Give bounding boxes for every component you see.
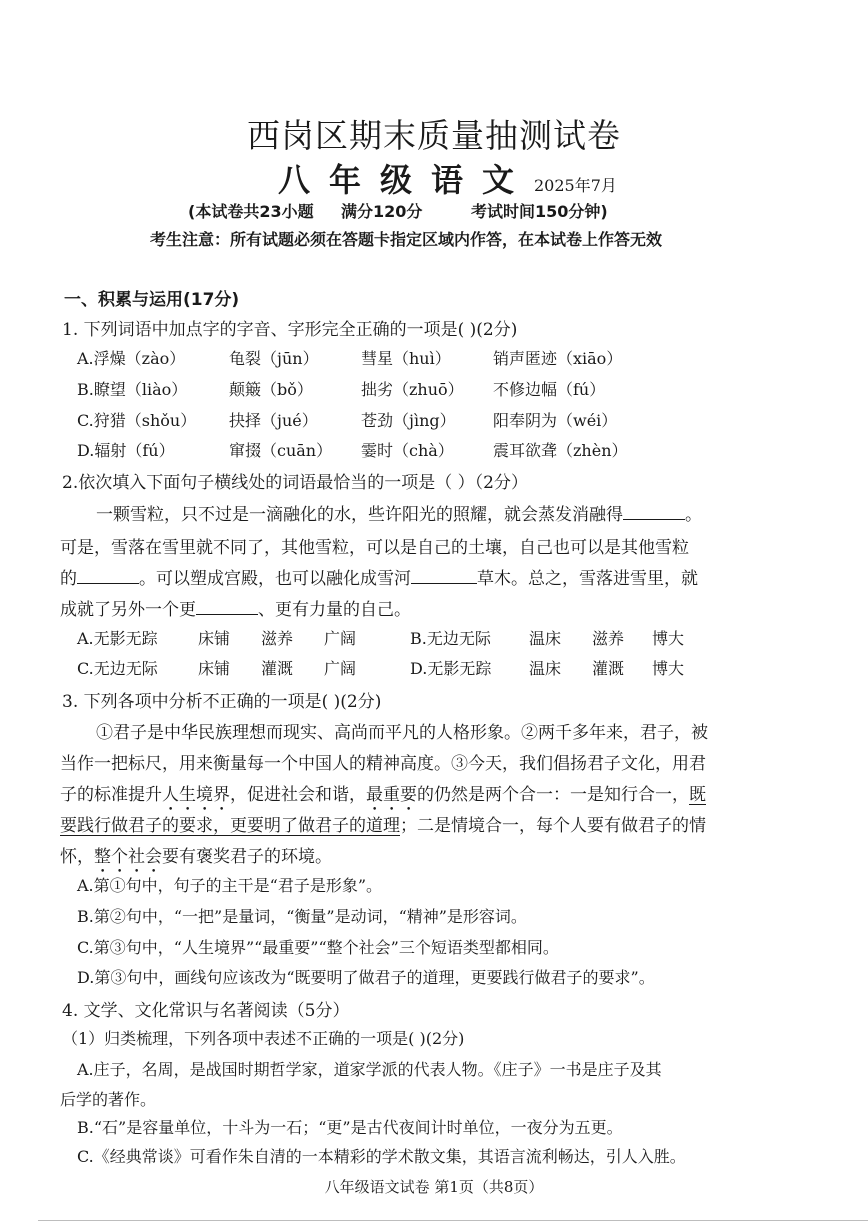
exam-subtitle: 八年级语文 bbox=[278, 161, 534, 199]
q2-blank-2 bbox=[77, 567, 139, 584]
q2-blank-4 bbox=[196, 598, 258, 615]
exam-title: 西岗区期末质量抽测试卷 bbox=[247, 116, 621, 155]
q3-option-b: B.第②句中，“一把”是量词，“衡量”是动词，“精神”是形容词。 bbox=[77, 907, 527, 926]
q2-option-d-word4: 博大 bbox=[652, 659, 685, 678]
exam-date: 2025年7月 bbox=[534, 176, 617, 195]
q4-option-a-line1: A.庄子，名周，是战国时期哲学家，道家学派的代表人物。《庄子》一书是庄子及其 bbox=[77, 1060, 662, 1079]
q1-option-a2: 龟裂（jūn） bbox=[229, 349, 319, 368]
q1-stem: 1. 下列词语中加点字的字音、字形完全正确的一项是( )(2分) bbox=[62, 320, 518, 340]
q2-text: 。可以塑成宫殿，也可以融化成雪河 bbox=[139, 569, 411, 589]
q2-option-d-word2: 温床 bbox=[529, 659, 562, 678]
q3-option-c: C.第③句中，“人生境界”“最重要”“整个社会”三个短语类型都相同。 bbox=[77, 938, 559, 957]
info-full-score: 满分120分 bbox=[341, 202, 423, 221]
q2-passage-line3 bbox=[60, 564, 698, 589]
q3-text: 要有褒奖君子的环境。 bbox=[162, 847, 332, 867]
q1-option-a4: 销声匿迹（xiāo） bbox=[493, 349, 623, 368]
q4-sub1-stem: （1）归类梳理，下列各项中表述不正确的一项是( )(2分) bbox=[62, 1029, 465, 1048]
q3-text: ，促进社会和谐， bbox=[230, 785, 366, 805]
q3-passage-line4 bbox=[60, 811, 706, 836]
q1-option-a3: 彗星（huì） bbox=[361, 349, 451, 368]
q1-option-b2: 颠簸（bǒ） bbox=[229, 380, 313, 399]
q1-option-d1: D.辐射（fú） bbox=[77, 441, 175, 460]
q1-option-b3: 拙劣（zhuō） bbox=[361, 380, 464, 399]
q3-passage-line2: 当作一把标尺，用来衡量每一个中国人的精神高度。③今天，我们倡扬君子文化，用君 bbox=[60, 754, 706, 774]
q1-option-b1: B.瞭望（liào） bbox=[77, 380, 188, 399]
q4-option-a-line2: 后学的著作。 bbox=[60, 1090, 157, 1109]
q1-option-a1: A.浮燥（zào） bbox=[77, 349, 186, 368]
info-question-count: (本试卷共23小题 bbox=[188, 202, 314, 221]
q2-option-c-word3: 灌溉 bbox=[261, 659, 294, 678]
section-title: 一、积累与运用(17分) bbox=[64, 290, 240, 310]
q2-passage-line2: 可是，雪落在雪里就不同了，其他雪粒，可以是自己的土壤，自己也可以是其他雪粒 bbox=[60, 538, 689, 558]
q4-option-b: B.“石”是容量单位，十斗为一石；“更”是古代夜间计时单位，一夜分为五更。 bbox=[77, 1118, 623, 1137]
info-time-limit: 考试时间150分钟) bbox=[471, 202, 608, 221]
q1-option-c1: C.狩猎（shǒu） bbox=[77, 411, 197, 430]
q3-option-d: D.第③句中，画线句应该改为“既要明了做君子的道理，更要践行做君子的要求”。 bbox=[77, 968, 655, 987]
q3-text: ；二是情境合一，每个人要有做君子的情 bbox=[400, 816, 706, 836]
q2-option-a-word2: 床铺 bbox=[198, 629, 231, 648]
q4-stem: 4. 文学、文化常识与名著阅读（5分） bbox=[62, 1001, 350, 1021]
q3-passage-line5 bbox=[60, 842, 332, 877]
q3-underlined-start: 既 bbox=[689, 785, 706, 805]
q2-option-b-word2: 温床 bbox=[529, 629, 562, 648]
q3-passage-line3 bbox=[60, 780, 706, 815]
q2-text: 一颗雪粒，只不过是一滴融化的水，些许阳光的照耀，就会蒸发消融得 bbox=[96, 505, 623, 525]
q2-option-a-word3: 滋养 bbox=[261, 629, 294, 648]
q3-underlined-sentence: 要践行做君子的要求，更要明了做君子的道理 bbox=[60, 816, 400, 836]
q2-option-b-word4: 博大 bbox=[652, 629, 685, 648]
q2-text: 草木。总之，雪落进雪里，就 bbox=[477, 569, 698, 589]
q2-option-d-word3: 灌溉 bbox=[592, 659, 625, 678]
q2-option-a-word4: 广阔 bbox=[324, 629, 357, 648]
q2-blank-3 bbox=[411, 567, 477, 584]
q1-option-c2: 抉择（jué） bbox=[229, 411, 318, 430]
q3-phrase-life-realm: 人生境界 bbox=[162, 785, 230, 805]
q2-text: 。 bbox=[685, 505, 702, 525]
q2-text: 成就了另外一个更 bbox=[60, 600, 196, 620]
q1-option-b4: 不修边幅（fú） bbox=[493, 380, 606, 399]
q2-passage-line1 bbox=[96, 500, 702, 525]
q3-phrase-whole-society: 整个社会 bbox=[94, 847, 162, 867]
candidate-notice: 考生注意：所有试题必须在答题卡指定区域内作答，在本试卷上作答无效 bbox=[150, 230, 663, 249]
q2-option-c-word4: 广阔 bbox=[324, 659, 357, 678]
q2-option-a-word1: A.无影无踪 bbox=[77, 629, 158, 648]
q2-option-c-word2: 床铺 bbox=[198, 659, 231, 678]
q1-option-c4: 阳奉阴为（wéi） bbox=[493, 411, 618, 430]
q1-option-c3: 苍劲（jìng） bbox=[361, 411, 456, 430]
q2-option-c-word1: C.无边无际 bbox=[77, 659, 158, 678]
q1-option-d3: 霎时（chà） bbox=[361, 441, 454, 460]
q2-blank-1 bbox=[623, 503, 685, 520]
q3-passage-line1: ①君子是中华民族理想而现实、高尚而平凡的人格形象。②两千多年来，君子，被 bbox=[96, 723, 708, 743]
page-footer: 八年级语文试卷 第1页（共8页） bbox=[324, 1178, 544, 1196]
q2-option-d-word1: D.无影无踪 bbox=[410, 659, 492, 678]
q2-text: 的 bbox=[60, 569, 77, 589]
q3-phrase-most-important: 最重要 bbox=[366, 785, 417, 805]
q2-text: 、更有力量的自己。 bbox=[258, 600, 411, 620]
page-edge-line bbox=[38, 1220, 868, 1221]
q2-passage-line4 bbox=[60, 595, 411, 620]
q2-option-b-word1: B.无边无际 bbox=[410, 629, 491, 648]
q1-option-d2: 窜掇（cuān） bbox=[229, 441, 333, 460]
q3-text: 的仍然是两个合一：一是知行合一， bbox=[417, 785, 689, 805]
q3-text: 怀， bbox=[60, 847, 94, 867]
q2-option-b-word3: 滋养 bbox=[592, 629, 625, 648]
q3-stem: 3. 下列各项中分析不正确的一项是( )(2分) bbox=[62, 692, 382, 712]
q2-stem: 2.依次填入下面句子横线处的词语最恰当的一项是（ ）（2分） bbox=[62, 473, 528, 493]
q1-option-d4: 震耳欲聋（zhèn） bbox=[493, 441, 628, 460]
q4-option-c: C.《经典常谈》可看作朱自清的一本精彩的学术散文集，其语言流利畅达，引人入胜。 bbox=[77, 1147, 686, 1166]
q3-option-a: A.第①句中，句子的主干是“君子是形象”。 bbox=[77, 876, 383, 895]
q3-text: 子的标准提升 bbox=[60, 785, 162, 805]
